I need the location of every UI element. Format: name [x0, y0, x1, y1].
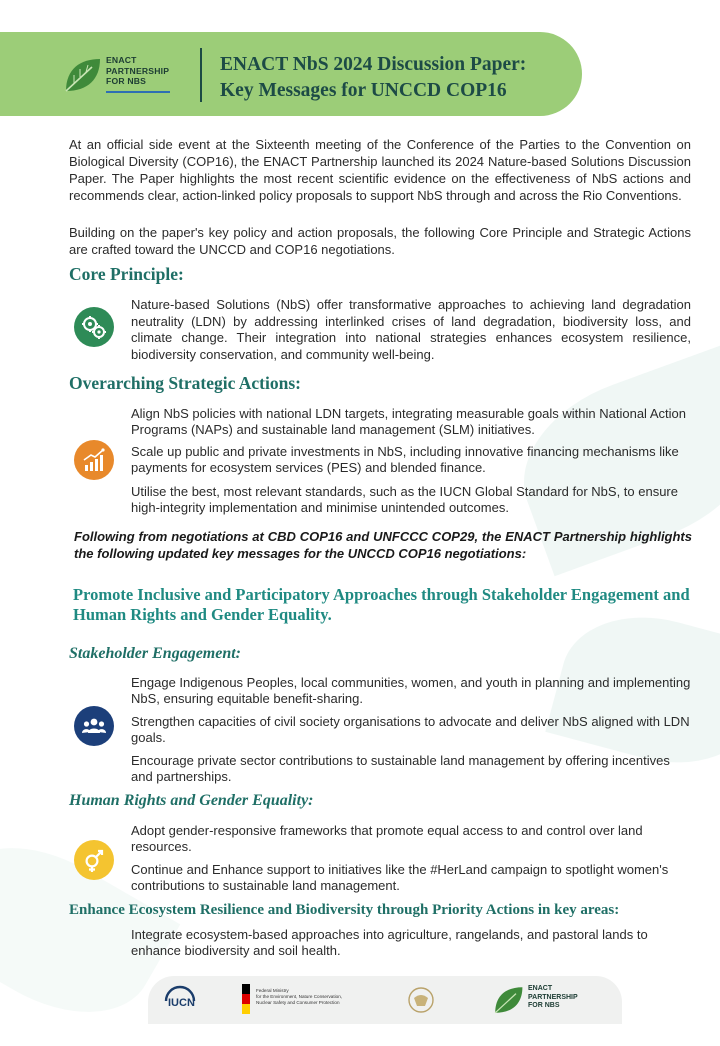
enact-footer-text: [528, 985, 592, 1011]
leaf-icon: [62, 55, 102, 95]
header-banner: [0, 32, 582, 116]
list-item: Scale up public and private investments in NbS, including innovative financing mechanisms like payments for ecosystem services (PES) and blended finance.: [131, 444, 679, 475]
page-title: [220, 52, 570, 104]
logo-line: ENACT: [528, 985, 553, 992]
list-item: Utilise the best, most relevant standards, such as the IUCN Global Standard for NbS, to ensure high-integrity implementation and minimise unintended outcomes.: [131, 484, 678, 515]
ministry-line: for the Environment, Nature Conservation,: [256, 993, 343, 999]
section-heading: Core Principle:: [69, 264, 184, 284]
list-item: Encourage private sector contributions to sustainable land management by offering incentives and partnerships.: [131, 753, 670, 784]
list-item: Engage Indigenous Peoples, local communities, women, and youth in planning and implementing NbS, ensuring equitable benefit-sharing.: [131, 675, 691, 706]
logo-underline: [106, 91, 170, 93]
title-line: Key Messages for UNCCD COP16: [220, 80, 507, 101]
list-item: Adopt gender-responsive frameworks that promote equal access to and control over land resources.: [131, 823, 643, 854]
eagle-seal-icon: [408, 986, 434, 1014]
subsection-heading: Stakeholder Engagement:: [69, 645, 242, 662]
gender-icon: [74, 840, 114, 880]
gears-icon: [74, 307, 114, 347]
logo-line: FOR NBS: [106, 76, 147, 86]
logo-line: PARTNERSHIP: [106, 65, 170, 76]
partner-logos-footer: [148, 976, 622, 1024]
list-item: Strengthen capacities of civil society organisations to advocate and deliver NbS aligned with LDN goals.: [131, 714, 690, 745]
german-ministry-text: [256, 988, 380, 1005]
logo-line: PARTNERSHIP: [528, 993, 578, 1001]
enact-logo: [62, 51, 182, 105]
german-flag-icon: [242, 984, 250, 1014]
ministry-line: Nuclear Safety and Consumer Protection: [256, 999, 340, 1005]
core-principle-text: Nature-based Solutions (NbS) offer transformative approaches to achieving land degradation neutrality (LDN) by addressing interlinked crises of land degradation, biodiversity loss, and climate change. Their integration into national strategies enhances ecosystem resilience, biodiversity conservation, and community well-being.: [131, 297, 691, 362]
growth-chart-icon: [74, 440, 114, 480]
logo-line: ENACT: [106, 55, 137, 65]
leaf-icon: [492, 984, 524, 1016]
logo-text: [106, 55, 186, 87]
title-line: ENACT NbS 2024 Discussion Paper:: [220, 54, 527, 75]
intro-paragraph: At an official side event at the Sixteenth meeting of the Conference of the Parties to the Convention on Biological Diversity (COP16), the ENACT Partnership launched its 2024 Nature-based Solutions Discussion Paper. The Paper highlights the most recent scientific evidence on the effectiveness of NbS actions and recommends clear, action-linked policy proposals to support NbS through and across the Rio Conventions.: [69, 137, 691, 203]
section-heading: Promote Inclusive and Participatory Approaches through Stakeholder Engagement and Human Rights and Gender Equality.: [73, 585, 690, 624]
people-icon: [74, 706, 114, 746]
resilience-text: Integrate ecosystem-based approaches into agriculture, rangelands, and pastoral lands to enhance biodiversity and soil health.: [131, 927, 648, 958]
ministry-line: Federal Ministry: [256, 988, 289, 993]
section-heading: Enhance Ecosystem Resilience and Biodiversity through Priority Actions in key areas:: [69, 902, 620, 918]
intro-paragraph: Building on the paper's key policy and action proposals, the following Core Principle and Strategic Actions are crafted toward the UNCCD and COP16 negotiations.: [69, 225, 691, 257]
list-item: Continue and Enhance support to initiatives like the #HerLand campaign to spotlight women's contributions to sustainable land management.: [131, 862, 669, 893]
iucn-logo-text: IUCN: [168, 997, 195, 1009]
key-messages-intro: Following from negotiations at CBD COP16 and UNFCCC COP29, the ENACT Partnership highlights the following updated key messages for the UNCCD COP16 negotiations:: [74, 529, 692, 561]
section-heading: Overarching Strategic Actions:: [69, 373, 301, 393]
subsection-heading: Human Rights and Gender Equality:: [69, 792, 314, 809]
list-item: Align NbS policies with national LDN targets, integrating measurable goals within National Action Programs (NAPs) and sustainable land management (SLM) initiatives.: [131, 406, 686, 437]
banner-divider: [200, 48, 202, 102]
enact-footer-logo: [492, 982, 592, 1022]
logo-line: FOR NBS: [528, 1002, 560, 1009]
